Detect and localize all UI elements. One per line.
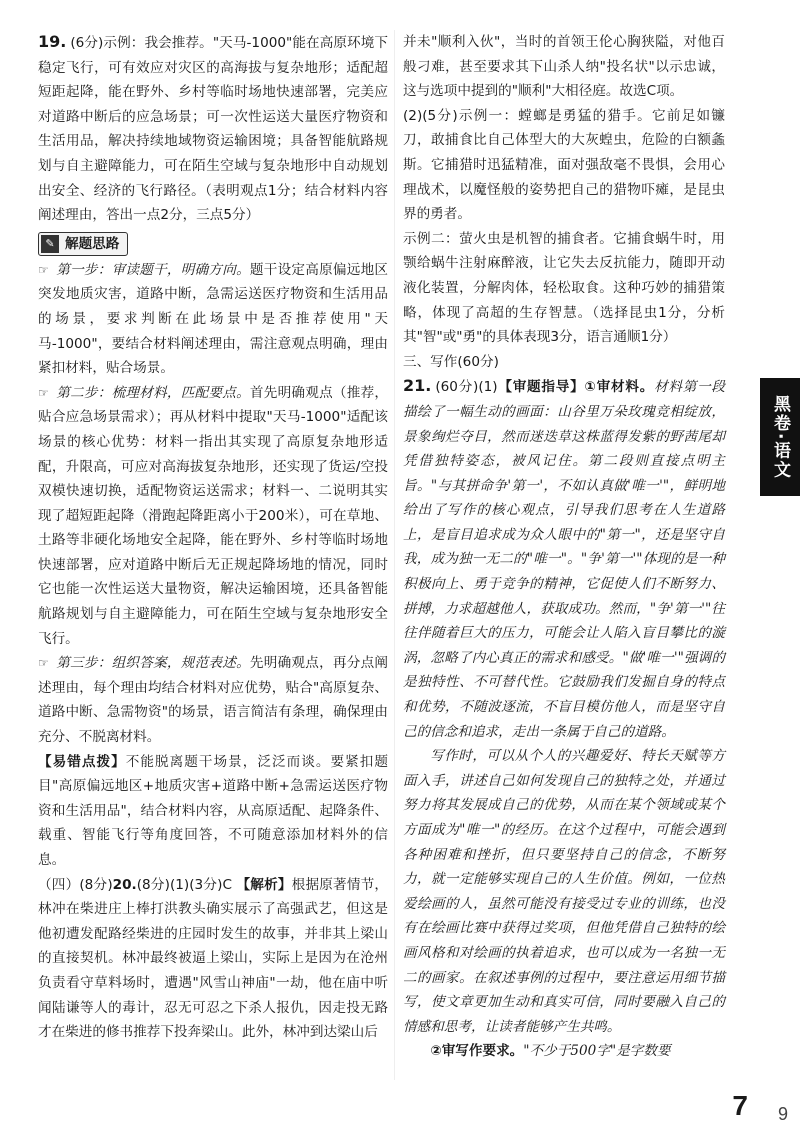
error-tip-text: 不能脱离题干场景，泛泛而谈。要紧扣题目"高原偏远地区+地质灾害+道路中断+急需运送医疗物资和生活用品"，结合材料内容，从高原适配、起降条件、载重、智能飞行等角度回答，不可随意添加材料外的信息。 [38, 753, 389, 868]
q19-text: (6分)示例：我会推荐。"天马-1000"能在高原环境下稳定飞行，可有效应对灾区的高海拔与复杂地形；适配超短距起降，能在野外、乡村等临时场地快速部署，完美应对道路中断后的应急场景；可一次性运送大量医疗物资和生活用品，解决持续地域物资运输困境；具备智能航路规划与自主避障能力，可在陌生空域与复杂地形中自动规划出安全、经济的飞行路径。（表明观点1分；结合材料内容阐述理由，答出一点2分，三点5分） [38, 35, 388, 224]
subject-side-tab: 黑卷·语文 [760, 378, 800, 496]
q20-number: 20. [112, 876, 137, 893]
step1-paragraph [38, 258, 388, 381]
hand-pointer-icon: ☞ [38, 262, 49, 277]
q19-number: 19. [38, 32, 67, 51]
q21-text3: "不少于500字"是字数要 [523, 1043, 671, 1060]
q21-step1-label: ①审材料。 [584, 379, 655, 396]
left-column [38, 30, 388, 1045]
page-number: 7 [732, 1090, 748, 1121]
step2-paragraph [38, 381, 388, 652]
step1-label: 第一步：审读题干，明确方向。 [56, 261, 250, 278]
solution-approach-title: 解题思路 [65, 235, 120, 252]
step2-text: 首先明确观点（推荐，贴合应急场景需求）；再从材料中提取"天马-1000"适配该场景的核心优势：材料一指出其实现了高原复杂地形适配，升限高，可应对高海拔复杂地形，还实现了货运/空投双模快速切换，适配物资运送需求；材料一、二说明其实现了超短距起降（滑跑起降距离小于200米），可在草地、土路等非硬化场地安全起降，能在野外、乡村等临时场地快速部署，应对道路中断后无正规起降场地的情况，同时它也能一次性运送大量物资，解决运输困境，还具备智能航路规划与自主避障能力，可在陌生空域与复杂地形安全飞行。 [38, 384, 388, 647]
q21-paragraph2: 写作时，可以从个人的兴趣爱好、特长天赋等方面入手，讲述自己如何发现自己的独特之处，并通过努力将其发展成自己的优势，从而在某个领域或某个方面成为"唯一"的经历。在这个过程中，可能会遇到各种困难和挫折，但只要坚持自己的信念，不断努力，就一定能够实现自己的人生价值。例如，一位热爱绘画的人，虽然可能没有接受过专业的训练，也没有在绘画比赛中获得过奖项，但他凭借自己独特的绘画风格和对绘画的执着追求，也可以成为一名独一无二的画家。在叙述事例的过程中，要注意运用细节描写，使文章更加生动和真实可信，同时要融入自己的情感和思考，让读者能够产生共鸣。 [403, 748, 725, 1035]
q20-answer-choice: (8分)(1)(3分)C [136, 876, 232, 893]
q21-paragraph1 [403, 374, 725, 744]
q20-continued: 并未"顺利入伙"，当时的首领王伦心胸狭隘，对他百般刁难，甚至要求其下山杀人纳"投名状"以示忠诚，这与选项中提到的"顺利"大相径庭。故选C项。 [403, 34, 725, 100]
q20-analysis-label: 【解析】 [236, 876, 292, 893]
q20-answer [38, 873, 388, 1045]
q21-guide-label: 【审题指导】 [497, 379, 585, 396]
corner-page-number: 9 [777, 1104, 788, 1124]
right-column [403, 30, 725, 1064]
solution-approach-heading [38, 232, 128, 256]
pencil-icon: ✎ [41, 235, 59, 253]
q21-step2-label: ②审写作要求。 [430, 1043, 524, 1060]
step2-label: 第二步：梳理材料，匹配要点。 [56, 384, 250, 401]
step3-text: 先明确观点，再分点阐述理由，每个理由均结合材料对应优势，贴合"高原复杂、道路中断、急需物资"的场景，语言简洁有条理，确保理由充分、不脱离材料。 [38, 655, 388, 746]
q21-head: (60分)(1) [435, 379, 498, 396]
step3-label: 第三步：组织答案，规范表述。 [56, 655, 250, 672]
q20-analysis-text: 根据原著情节，林冲在柴进庄上棒打洪教头确实展示了高强武艺，但这是他初遭发配路经柴进的庄园时发生的故事，并非其上梁山的直接契机。林冲最终被逼上梁山，实际上是因为在沧州负责看守草料场时，遭遇"风雪山神庙"一劫，他在庙中听闻陆谦等人的毒计，忍无可忍之下杀人报仇，因走投无路才在柴进的修书推荐下投奔梁山。此外，林冲到达梁山后 [38, 876, 389, 1041]
q20-part2-example2: 示例二：萤火虫是机智的捕食者。它捕食蜗牛时，用颚给蜗牛注射麻醉液，让它失去反抗能力，随即开动液化装置，分解肉体，轻松取食。这种巧妙的捕猎策略，体现了高超的生存智慧。（选择昆虫1分，分析其"智"或"勇"的具体表现3分，语言通顺1分） [403, 230, 725, 346]
section4-prefix: （四）(8分) [38, 876, 113, 893]
q21-paragraph3 [403, 1039, 725, 1064]
q21-number: 21. [403, 376, 432, 396]
q21-text1: 材料第一段描绘了一幅生动的画面：山谷里万朵玫瑰竞相绽放，景象绚烂夺目，然而迷迭草这株蓝得发紫的野茜尾却凭借独特姿态，被风记住。第二段则直接点明主旨。"与其拼命争'第一'，不如认真做'唯一'"，鲜明地给出了写作的核心观点，引导我们思考在人生道路上，是盲目追求成为众人眼中的"第一"，还是坚守自我，成为独一无二的"唯一"。"争'第一'"体现的是一种积极向上、勇于竞争的精神，它促使人们不断努力、拼搏，力求超越他人，获取成功。然而，"争'第一'"往往伴随着巨大的压力，可能会让人陷入盲目攀比的漩涡，忽略了内心真正的需求和感受。"做'唯一'"强调的是独特性、不可替代性。它鼓励我们发掘自身的特点和优势，不随波逐流，不盲目模仿他人，而是坚守自己的信念和追求，走出一条属于自己的道路。 [403, 379, 726, 740]
q20-part2-example1: (2)(5分)示例一：螳螂是勇猛的猎手。它前足如镰刀，敢捕食比自己体型大的大灰蝗虫，危险的白额螽斯。它捕猎时迅猛精准，面对强敌毫不畏惧，会用心理战术，以魔怪般的姿势把自己的猎物吓瘫，是昆虫界的勇者。 [403, 107, 725, 223]
step3-paragraph [38, 651, 388, 749]
hand-pointer-icon: ☞ [38, 656, 49, 671]
step1-text: 题干设定高原偏远地区突发地质灾害，道路中断，急需运送医疗物资和生活用品的场景，要求判断在此场景中是否推荐使用"天马-1000"，要结合材料阐述理由，需注意观点明确，理由紧扣材料，贴合场景。 [38, 261, 388, 377]
error-tip-label: 【易错点拨】 [38, 753, 126, 770]
hand-pointer-icon: ☞ [38, 385, 49, 400]
error-tip-paragraph [38, 750, 388, 873]
column-divider [394, 30, 395, 1080]
section3-title: 三、写作(60分) [403, 353, 499, 370]
q19-answer [38, 30, 388, 228]
